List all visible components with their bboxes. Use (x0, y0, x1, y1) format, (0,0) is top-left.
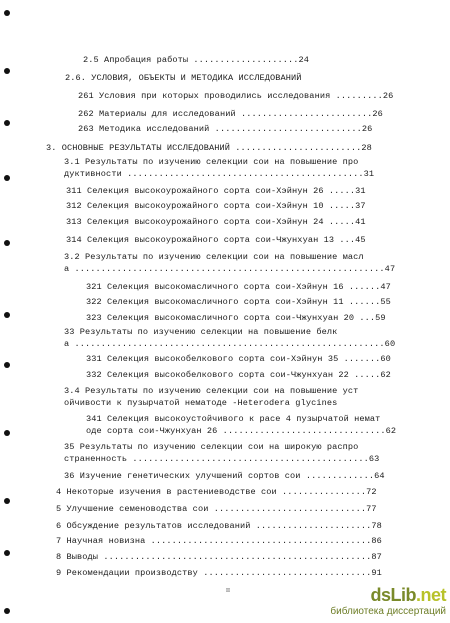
toc-line: а ...........................................................47 (64, 264, 396, 274)
binding-hole-4 (4, 175, 10, 181)
logo-accent-text: .net (415, 585, 446, 605)
binding-hole-8 (4, 430, 10, 436)
binding-hole-10 (4, 550, 10, 556)
toc-line: 35 Результаты по изучению селекции сои на широкую распро (64, 442, 359, 452)
binding-hole-3 (4, 120, 10, 126)
toc-line: 263 Методика исследований ............................26 (78, 124, 373, 134)
toc-line: 5 Улучшение семеноводства сои .............................77 (56, 504, 377, 514)
logo-main-text: dsLib (370, 585, 416, 605)
toc-line: 9 Рекомендации производству ................................91 (56, 568, 382, 578)
toc-line: 332 Селекция высокобелкового сорта сои-Чжунхуан 22 .....62 (86, 370, 391, 380)
toc-line: оде сорта сои-Чжунхуан 26 ...............................62 (86, 426, 397, 436)
binding-hole-6 (4, 312, 10, 318)
toc-line: 2.6. УСЛОВИЯ, ОБЪЕКТЫ И МЕТОДИКА ИССЛЕДОВАНИЙ (65, 73, 302, 83)
toc-line: 323 Селекция высокомасличного сорта сои-Чжунхуан 20 ...59 (86, 313, 386, 323)
dslib-watermark (326, 585, 446, 619)
binding-hole-1 (4, 10, 10, 16)
toc-line: 321 Селекция высокомасличного сорта сои-Хэйнун 16 ......47 (86, 282, 391, 292)
page-number: II (226, 588, 230, 594)
binding-hole-11 (4, 608, 10, 614)
binding-hole-7 (4, 362, 10, 368)
toc-line: страненность .............................................63 (64, 454, 380, 464)
toc-line: ойчивости к пузырчатой нематоде -Heterodera glycines (64, 398, 338, 408)
toc-line: 262 Материалы для исследований .........................26 (78, 109, 383, 119)
toc-line: 4 Некоторые изучения в растениеводстве сои ................72 (56, 487, 377, 497)
toc-line: 36 Изучение генетических улучшений сортов сои .............64 (64, 471, 385, 481)
binding-hole-5 (4, 240, 10, 246)
toc-line: дуктивности .............................................31 (64, 169, 375, 179)
toc-line: 33 Результаты по изучению селекции на повышение белк (64, 327, 338, 337)
toc-line: 313 Селекция высокоурожайного сорта сои-Хэйнун 24 .....41 (66, 217, 366, 227)
toc-line: 2.5 Апробация работы ....................24 (83, 55, 310, 65)
toc-line: 3.2 Результаты по изучению селекции сои на повышение масл (64, 252, 364, 262)
toc-line: 322 Селекция высокомасличного сорта сои-Хэйнун 11 ......55 (86, 297, 391, 307)
toc-line: 3. ОСНОВНЫЕ РЕЗУЛЬТАТЫ ИССЛЕДОВАНИЙ ........................28 (46, 143, 372, 153)
toc-line: 3.4 Результаты по изучению селекции сои на повышение уст (64, 386, 359, 396)
toc-line: 8 Выводы ...................................................87 (56, 552, 382, 562)
toc-line: а ...........................................................60 (64, 339, 396, 349)
toc-line: 312 Селекция высокоурожайного сорта сои-Хэйнун 10 .....37 (66, 201, 366, 211)
binding-hole-9 (4, 498, 10, 504)
toc-line: 7 Научная новизна ..........................................86 (56, 536, 382, 546)
toc-line: 311 Селекция высокоурожайного сорта сои-Хэйнун 26 .....31 (66, 186, 366, 196)
watermark-subtitle: библиотека диссертаций (330, 606, 446, 617)
toc-line: 3.1 Результаты по изучению селекции сои на повышение про (64, 157, 359, 167)
toc-line: 261 Условия при которых проводились исследования .........26 (78, 91, 394, 101)
dslib-logo (370, 585, 446, 606)
toc-line: 6 Обсуждение результатов исследований ......................78 (56, 521, 382, 531)
binding-hole-2 (4, 68, 10, 74)
toc-line: 314 Селекция высокоурожайного сорта сои-Чжунхуан 13 ...45 (66, 235, 366, 245)
toc-line: 341 Селекция высокоустойчивого к расе 4 пузырчатой немат (86, 414, 381, 424)
toc-line: 331 Селекция высокобелкового сорта сои-Хэйнун 35 .......60 (86, 354, 391, 364)
